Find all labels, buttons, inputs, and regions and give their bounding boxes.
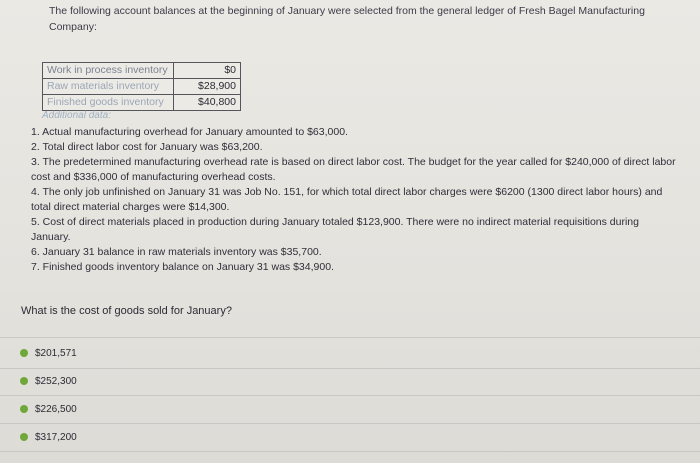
balance-value: $40,800 (174, 95, 241, 111)
question-text: What is the cost of goods sold for January? (21, 305, 232, 317)
list-item: 4. The only job unfinished on January 31 was Job No. 151, for which total direct labor charges were $6200 (1300 direct labor hours) and total direct material charges were $14,300. (31, 186, 663, 213)
balance-label: Finished goods inventory (43, 95, 174, 111)
additional-data-label: Additional data: (42, 110, 111, 121)
table-row (43, 63, 241, 79)
option-label: $252,300 (35, 375, 77, 387)
list-item: 1. Actual manufacturing overhead for January amounted to $63,000. (31, 126, 348, 138)
table-row (43, 95, 241, 111)
list-item: 3. The predetermined manufacturing overhead rate is based on direct labor cost. The budget for the year called for $240,000 of direct labor cost and $336,000 of manufacturing overhead costs. (31, 156, 676, 183)
balance-label: Work in process inventory (43, 63, 174, 79)
intro-text: The following account balances at the beginning of January were selected from the general ledger of Fresh Bagel Manufacturing Company: (49, 5, 645, 33)
option-label: $226,500 (35, 403, 77, 415)
answer-option[interactable] (20, 343, 77, 363)
radio-icon[interactable] (20, 433, 28, 441)
list-item: 2. Total direct labor cost for January was $63,200. (31, 141, 263, 153)
divider (0, 451, 700, 452)
radio-icon[interactable] (20, 377, 28, 385)
table-row (43, 79, 241, 95)
answer-option[interactable] (20, 371, 77, 391)
list-item: 6. January 31 balance in raw materials inventory was $35,700. (31, 246, 322, 258)
balance-value: $0 (174, 63, 241, 79)
divider (0, 368, 700, 369)
divider (0, 423, 700, 424)
radio-icon[interactable] (20, 349, 28, 357)
additional-data-list (31, 125, 681, 275)
answer-option[interactable] (20, 427, 77, 447)
balance-label: Raw materials inventory (43, 79, 174, 95)
list-item: 7. Finished goods inventory balance on January 31 was $34,900. (31, 261, 334, 273)
option-label: $201,571 (35, 347, 77, 359)
answer-option[interactable] (20, 399, 77, 419)
balances-table (42, 62, 241, 111)
divider (0, 337, 700, 338)
option-label: $317,200 (35, 431, 77, 443)
balance-value: $28,900 (174, 79, 241, 95)
divider (0, 395, 700, 396)
radio-icon[interactable] (20, 405, 28, 413)
list-item: 5. Cost of direct materials placed in production during January totaled $123,900. There were no indirect material requisitions during January. (31, 216, 639, 243)
